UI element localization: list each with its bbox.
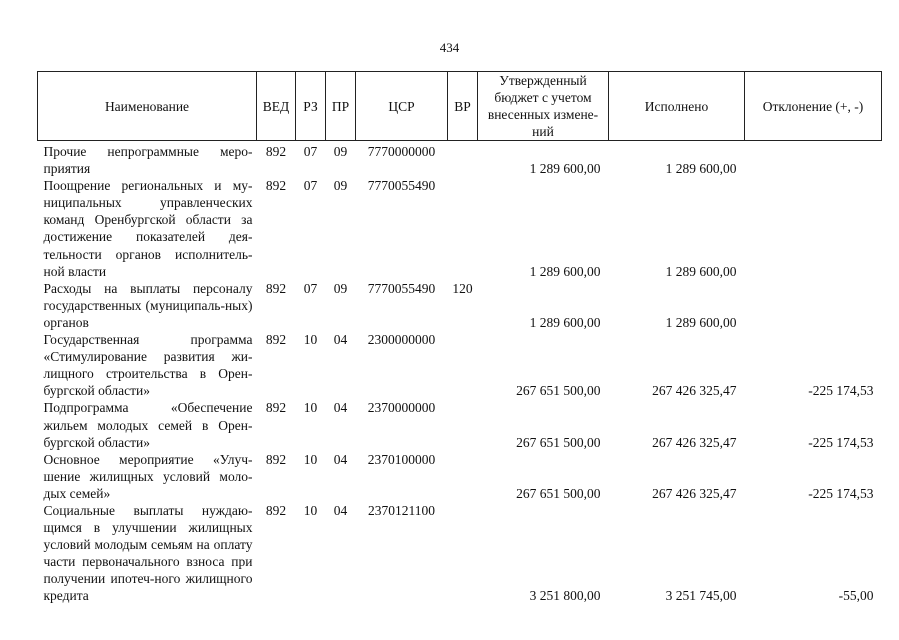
row-rz: 10 xyxy=(303,400,318,416)
row-deviation xyxy=(745,141,882,178)
row-name: Прочие непрограммные меро-приятия xyxy=(43,144,253,177)
budget-table xyxy=(37,71,882,605)
row-csr: 2300000000 xyxy=(367,332,436,348)
row-approved: 1 289 600,00 xyxy=(529,161,601,177)
row-ved: 892 xyxy=(265,502,287,518)
row-rz: 07 xyxy=(303,144,318,159)
row-vr xyxy=(448,399,478,450)
row-rz: 10 xyxy=(303,502,318,518)
row-csr: 2370100000 xyxy=(367,451,436,467)
header-rz: РЗ xyxy=(296,72,326,141)
row-executed: 267 426 325,47 xyxy=(652,485,737,501)
row-name: Поощрение региональных и му-ниципальных управленческих команд Оренбургской области за достижение показателей дея-тельности органов исполнитель-ной власти xyxy=(43,178,253,279)
row-name: Основное мероприятие «Улуч-шение жилищных условий моло-дых семей» xyxy=(43,451,253,501)
row-pr: 04 xyxy=(333,332,348,348)
row-rz: 07 xyxy=(303,280,318,296)
row-name: Расходы на выплаты персоналу государственных (муниципаль-ных) органов xyxy=(43,280,253,330)
row-deviation xyxy=(745,280,882,331)
row-ved: 892 xyxy=(265,332,287,348)
row-pr: 04 xyxy=(333,451,348,467)
row-name: Государственная программа «Стимулирование развития жи-лищного строительства в Орен-бургской области» xyxy=(43,332,253,399)
row-vr xyxy=(448,331,478,399)
table-header-row xyxy=(38,72,882,141)
table-row xyxy=(38,280,882,331)
header-executed: Исполнено xyxy=(609,72,745,141)
header-deviation: Отклонение (+, -) xyxy=(745,72,882,141)
row-ved: 892 xyxy=(265,451,287,467)
row-ved: 892 xyxy=(265,144,287,159)
row-rz: 07 xyxy=(303,178,318,194)
row-ved: 892 xyxy=(265,178,287,194)
row-executed: 3 251 745,00 xyxy=(665,588,737,604)
row-vr xyxy=(448,141,478,178)
row-pr: 09 xyxy=(333,280,348,296)
row-executed: 1 289 600,00 xyxy=(665,314,737,330)
header-vr: ВР xyxy=(448,72,478,141)
row-approved: 1 289 600,00 xyxy=(529,314,601,330)
header-ved: ВЕД xyxy=(257,72,296,141)
row-csr: 7770055490 xyxy=(367,280,436,296)
row-deviation: -225 174,53 xyxy=(808,485,874,501)
table-row xyxy=(38,399,882,450)
table-row xyxy=(38,331,882,399)
row-executed: 267 426 325,47 xyxy=(652,434,737,450)
row-approved: 267 651 500,00 xyxy=(516,383,601,399)
row-vr: 120 xyxy=(452,280,473,296)
page-number: 434 xyxy=(439,40,460,55)
row-vr xyxy=(448,177,478,280)
header-pr: ПР xyxy=(326,72,356,141)
header-name: Наименование xyxy=(38,72,257,141)
header-approved: Утвержденный бюджет с учетом внесенных измене-ний xyxy=(478,72,609,141)
row-approved: 267 651 500,00 xyxy=(516,485,601,501)
row-csr: 7770055490 xyxy=(367,178,436,194)
row-pr: 04 xyxy=(333,400,348,416)
row-ved: 892 xyxy=(265,400,287,416)
row-approved: 3 251 800,00 xyxy=(529,588,601,604)
table-row xyxy=(38,451,882,502)
row-vr xyxy=(448,502,478,605)
row-vr xyxy=(448,451,478,502)
row-name: Социальные выплаты нуждаю-щимся в улучшении жилищных условий молодым семьям на оплату части первоначального взноса при получении ипотеч-ного жилищного кредита xyxy=(43,502,253,604)
row-pr: 09 xyxy=(333,144,348,159)
row-rz: 10 xyxy=(303,451,318,467)
row-pr: 04 xyxy=(333,502,348,518)
row-executed: 1 289 600,00 xyxy=(665,161,737,177)
table-row xyxy=(38,141,882,178)
row-ved: 892 xyxy=(265,280,287,296)
row-deviation xyxy=(745,177,882,280)
row-rz: 10 xyxy=(303,332,318,348)
table-row xyxy=(38,502,882,605)
row-approved: 267 651 500,00 xyxy=(516,434,601,450)
row-pr: 09 xyxy=(333,178,348,194)
row-name: Подпрограмма «Обеспечение жильем молодых семей в Орен-бургской области» xyxy=(43,400,253,450)
row-executed: 1 289 600,00 xyxy=(665,263,737,279)
row-deviation: -225 174,53 xyxy=(808,434,874,450)
row-deviation: -55,00 xyxy=(838,588,874,604)
header-csr: ЦСР xyxy=(356,72,448,141)
table-row xyxy=(38,177,882,280)
row-csr: 2370000000 xyxy=(367,400,436,416)
row-executed: 267 426 325,47 xyxy=(652,383,737,399)
row-deviation: -225 174,53 xyxy=(808,383,874,399)
row-approved: 1 289 600,00 xyxy=(529,263,601,279)
row-csr: 7770000000 xyxy=(367,144,436,159)
row-csr: 2370121100 xyxy=(368,502,435,518)
